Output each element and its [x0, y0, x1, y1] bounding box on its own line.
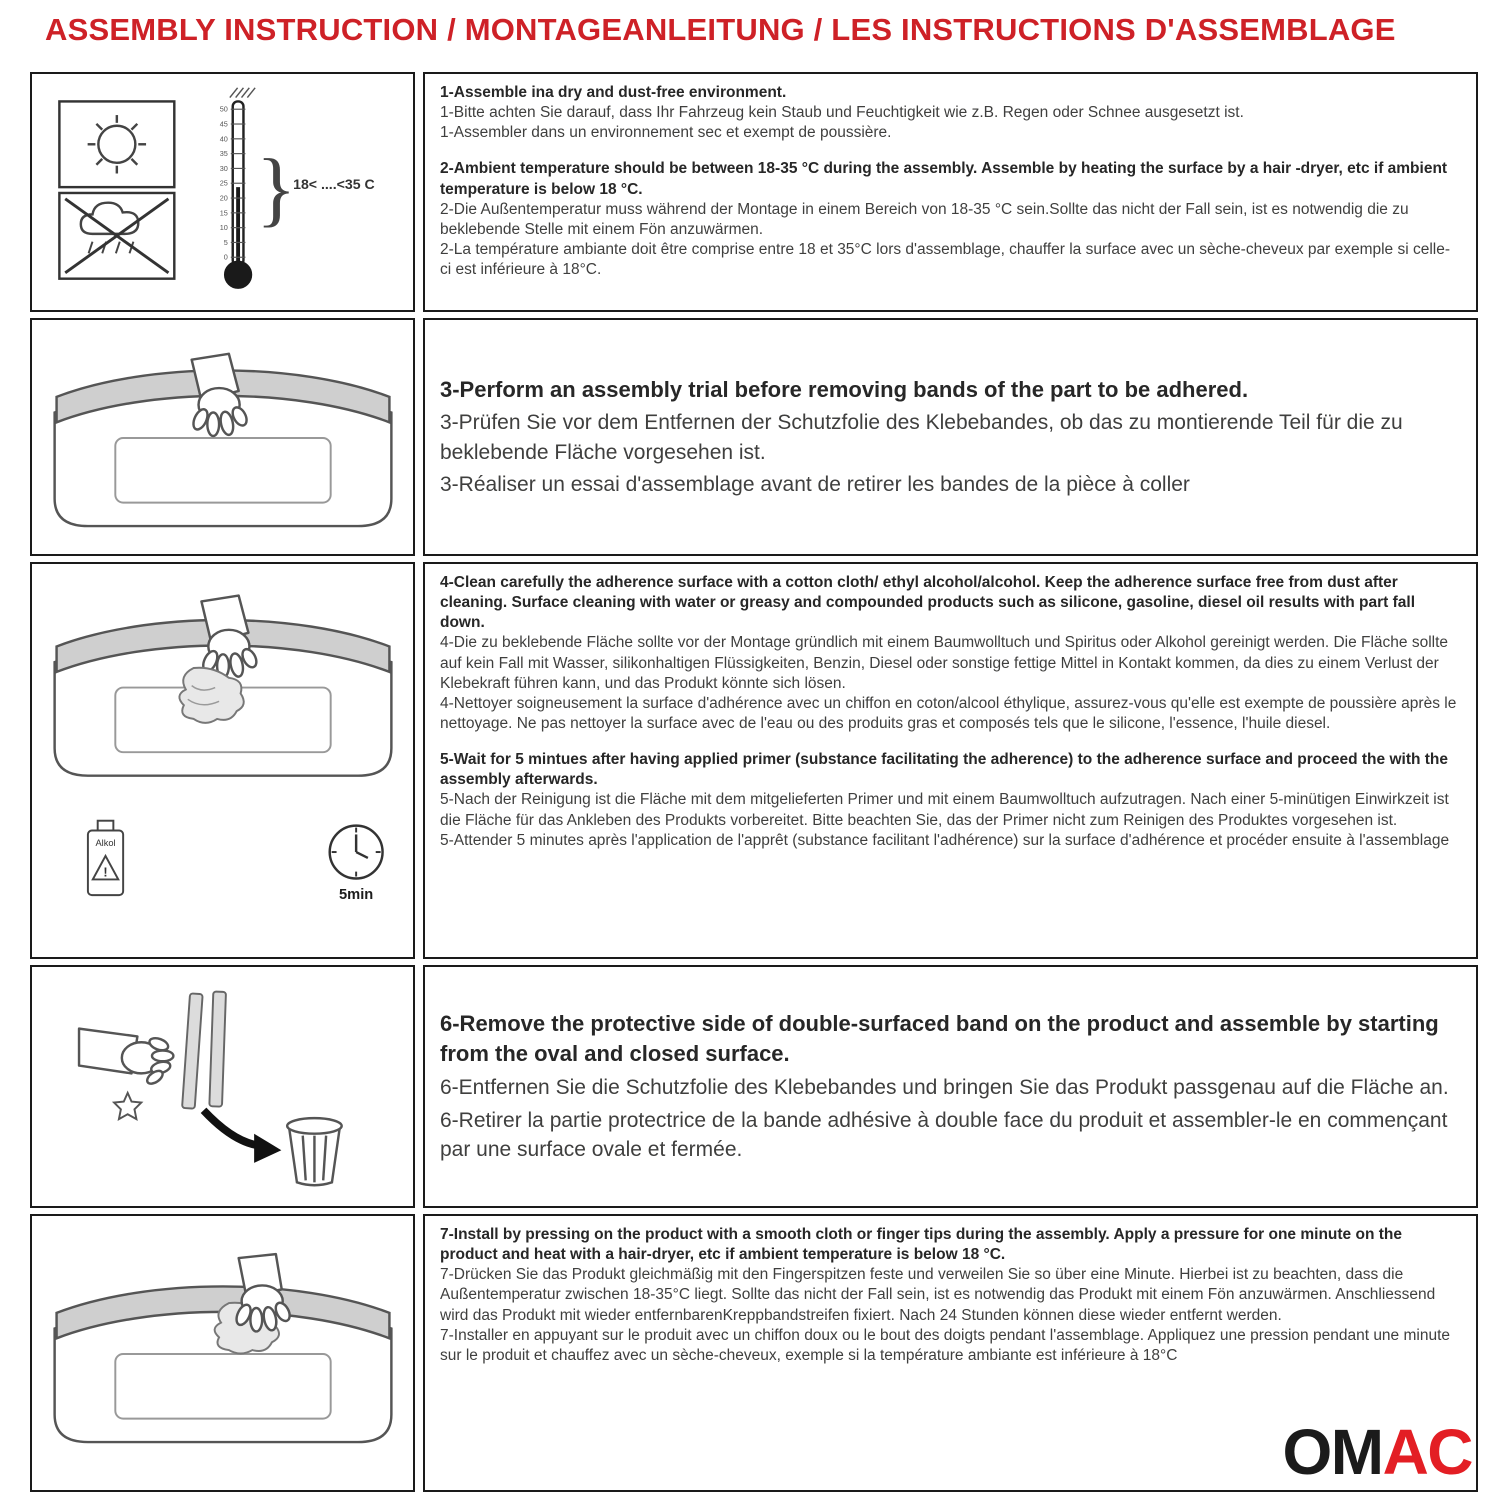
svg-text:45: 45: [219, 119, 228, 129]
svg-text:30: 30: [219, 163, 228, 173]
instruction-row-3: [30, 562, 1478, 959]
instruction-paragraph: 4-Die zu beklebende Fläche sollte vor der Montage gründlich mit einem Baumwolltuch und Spiritus oder Alkohol gereinigt werden. Die Fläche sollte auf kein Fall mit Wasser, silikonhaltigen Flüssigkeiten, Benzin, Diesel oder sonstige fettige Mittel in Kontakt kommen, da dies zu einem Verlust der Klebekraft führen kann, und das Produkt könnte sich lösen.: [440, 634, 1449, 692]
spark-icon: [114, 1092, 141, 1118]
thermometer-icon: [219, 88, 254, 289]
svg-text:40: 40: [219, 134, 228, 144]
instruction-paragraph: 1-Bitte achten Sie darauf, dass Ihr Fahrzeug kein Staub und Feuchtigkeit wie z.B. Regen oder Schnee ausgesetzt ist.: [440, 104, 1244, 122]
illustration-box-environment: [30, 72, 415, 312]
paragraph-spacer: [440, 143, 1461, 159]
bottle-label: Alkol: [94, 837, 116, 848]
cleaning-illustration: [37, 570, 409, 952]
hand-icon: [79, 1028, 173, 1086]
instruction-row-4: [30, 965, 1478, 1208]
svg-text:25: 25: [219, 178, 228, 188]
instruction-paragraph: 7-Drücken Sie das Produkt gleichmäßig mit den Fingerspitzen feste und verweilen Sie so über eine Minute. Hierbei ist zu beachten, dass die Außentemperatur zwischen 18-35°C liegt. Sollte das nicht der Fall sein, ist es notwendig das Produkt mit einem Fön anzuwärmen. Anschliessend wird das Produkt mit wieder entfernbarenKreppbandstreifen fixiert. Nach 24 Stunden können diese wieder entfernt werden.: [440, 1266, 1436, 1324]
instruction-paragraph: 7-Install by pressing on the product with a smooth cloth or finger tips during the assembly. Apply a pressure for one minute on the product and heat with a hair-dryer, etc if ambient temperature is below 18 °C.: [440, 1226, 1402, 1264]
illustration-box-band: [30, 965, 415, 1208]
logo-red-part: AC: [1382, 1416, 1472, 1488]
clock-icon: [329, 825, 382, 902]
svg-text:0: 0: [223, 252, 228, 262]
instruction-paragraph: 1-Assemble ina dry and dust-free environment.: [440, 84, 787, 101]
svg-text:5: 5: [223, 237, 228, 247]
instruction-paragraph: 7-Installer en appuyant sur le produit avec un chiffon doux ou le bout des doigts pendant l'assemblage. Appliquez une pression pendant une minute sur le produit et chauffez avec un sèche-cheveux, exemple si la température ambiante est inférieure à 18°C: [440, 1326, 1451, 1364]
svg-text:35: 35: [219, 149, 228, 159]
illustration-box-cleaning: [30, 562, 415, 959]
trunk-hand-illustration: [37, 334, 409, 540]
svg-text:!: !: [102, 864, 108, 880]
press-illustration: [37, 1250, 409, 1456]
tape-strips-icon: [182, 991, 226, 1108]
section-2-paragraphs: [440, 372, 1461, 503]
arrow-icon: [203, 1110, 257, 1145]
tape-removal-illustration: [37, 980, 409, 1194]
instruction-row-2: [30, 318, 1478, 556]
text-box-band: [423, 965, 1478, 1208]
instruction-paragraph: 1-Assembler dans un environnement sec et exempt de poussière.: [440, 124, 892, 142]
section-3-paragraphs: [440, 573, 1461, 851]
instruction-paragraph: 3-Prüfen Sie vor dem Entfernen der Schutzfolie des Klebebandes, ob das zu montierende Teil für die zu beklebende Fläche vorgesehen ist.: [440, 411, 1403, 464]
text-box-trial: [423, 318, 1478, 556]
section-1-paragraphs: [440, 83, 1461, 280]
instruction-paragraph: 3-Réaliser un essai d'assemblage avant de retirer les bandes de la pièce à coller: [440, 473, 1190, 497]
page-title: ASSEMBLY INSTRUCTION / MONTAGEANLEITUNG / LES INSTRUCTIONS D'ASSEMBLAGE: [45, 12, 1396, 47]
thermometer-range-label: 18< ....<35 C: [292, 176, 375, 193]
instruction-paragraph: 5-Wait for 5 mintues after having applied primer (substance facilitating the adherence) to the adherence surface and proceed the with the assembly afterwards.: [440, 751, 1448, 789]
text-box-cleaning: [423, 562, 1478, 959]
svg-text:50: 50: [219, 104, 228, 114]
instruction-paragraph: 3-Perform an assembly trial before removing bands of the part to be adhered.: [440, 376, 1249, 402]
instruction-paragraph: 2-Die Außentemperatur muss während der Montage in einem Bereich von 18-35 °C sein.Sollte das nicht der Fall sein, ist es notwendig die zu beklebende Stelle mit einem Fön anzuwärmen.: [440, 200, 1409, 238]
instruction-paragraph: 4-Clean carefully the adherence surface with a cotton cloth/ ethyl alcohol/alcohol. Keep the adherence surface free from dust after cleaning. Surface cleaning with water or greasy and compounded products such as silicone, gasoline, diesel oil results with part fall down.: [440, 574, 1416, 632]
instruction-paragraph: 2-La température ambiante doit être comprise entre 18 et 35°C lors d'assemblage, chauffer la surface avec un sèche-cheveux par exemple si celle-ci est inférieure à 18°C.: [440, 240, 1451, 279]
range-brace: }: [255, 142, 296, 236]
illustration-box-press: [30, 1214, 415, 1492]
illustration-box-trial: [30, 318, 415, 556]
instruction-paragraph: 2-Ambient temperature should be between 18-35 °C during the assembly. Assemble by heating the surface by a hair -dryer, etc if ambient temperature is below 18 °C.: [440, 160, 1448, 198]
instruction-paragraph: 6-Entfernen Sie die Schutzfolie des Klebebandes und bringen Sie das Produkt passgenau auf die Fläche an.: [440, 1076, 1449, 1100]
instruction-paragraph: 5-Attender 5 minutes après l'application de l'apprêt (substance facilitant l'adhérence) sur la surface d'adhérence et procéder ensuite à l'assemblage: [440, 831, 1450, 849]
instruction-paragraph: 4-Nettoyer soigneusement la surface d'adhérence avec un chiffon en coton/alcool éthylique, assurez-vous qu'elle est exempte de poussière après le nettoyage. Ne pas nettoyer la surface avec de l'eau ou des produits gras et composés tels que le silicone, l'essence, l'huile diesel.: [440, 694, 1457, 732]
omac-logo: [1282, 1416, 1472, 1488]
no-rain-icon: [59, 193, 174, 279]
svg-text:10: 10: [219, 223, 228, 233]
instruction-paragraph: 6-Remove the protective side of double-surfaced band on the product and assemble by starting from the oval and closed surface.: [440, 1010, 1439, 1067]
sun-rain-thermometer-illustration: [37, 80, 409, 304]
instruction-row-5: [30, 1214, 1478, 1492]
svg-text:20: 20: [219, 193, 228, 203]
paragraph-spacer: [440, 734, 1461, 750]
clock-label: 5min: [338, 886, 373, 903]
svg-text:15: 15: [219, 208, 228, 218]
trash-can-icon: [287, 1118, 341, 1185]
instruction-row-1: [30, 72, 1478, 312]
text-box-environment: [423, 72, 1478, 312]
instruction-paragraph: 6-Retirer la partie protectrice de la bande adhésive à double face du produit et assembler-le en commençant par une surface ovale et fermée.: [440, 1108, 1448, 1161]
section-5-paragraphs: [440, 1225, 1461, 1366]
logo-black-part: OM: [1282, 1416, 1383, 1488]
alcohol-bottle-icon: [87, 820, 122, 894]
section-4-paragraphs: [440, 1006, 1461, 1168]
instruction-paragraph: 5-Nach der Reinigung ist die Fläche mit dem mitgelieferten Primer und mit einem Baumwolltuch aufzutragen. Nach einer 5-minütigen Einwirkzeit ist die Fläche für das Ankleben des Produkts vorbereitet. Bitte beachten Sie, das der Primer nicht zum Reinigen des Produktes vorgesehen ist.: [440, 791, 1449, 829]
sun-icon: [59, 101, 174, 187]
